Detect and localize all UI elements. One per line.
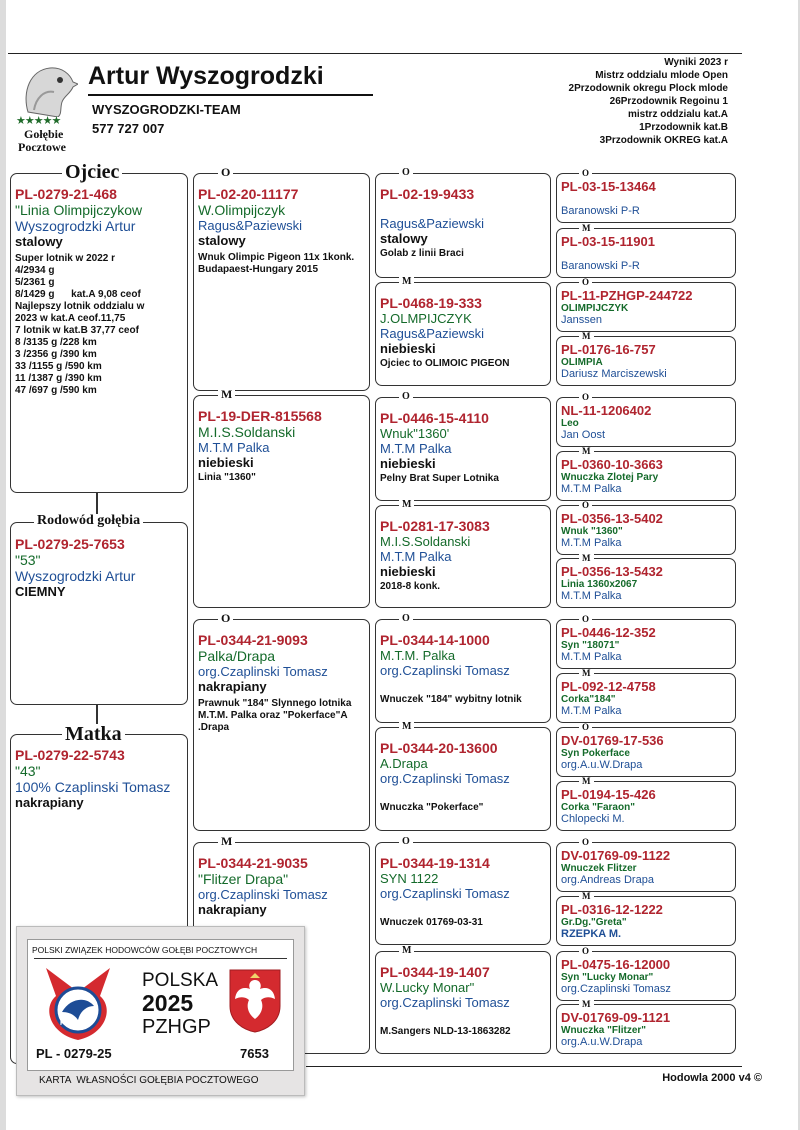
gen3-note: Pelny Brat Super Lotnika (380, 473, 499, 484)
gen2-card (193, 173, 370, 391)
gen2-breeder: Ragus&Paziewski (198, 218, 303, 233)
father-breeder: Wyszogrodzki Artur (15, 218, 136, 234)
results-line: Mistrz oddzialu mlode Open (595, 70, 728, 81)
father-note-line: 2023 w kat.A ceof.11,75 (15, 313, 126, 324)
gen3-breeder: org.Czaplinski Tomasz (380, 995, 510, 1010)
gen4-ring-number: PL-0360-10-3663 (561, 457, 663, 472)
gen4-breeder: Jan Oost (561, 429, 606, 441)
gen4-tag: O (579, 723, 592, 732)
gen4-card (556, 842, 736, 892)
gen2-ring-number: PL-0344-21-9093 (198, 632, 308, 648)
gen3-name: Wnuk"1360' (380, 426, 450, 441)
father-note-line: 11 /1387 g /390 km (15, 373, 102, 384)
gen3-tag: M (399, 277, 414, 287)
gen4-card (556, 282, 736, 332)
gen3-tag: O (399, 837, 413, 847)
results-line: 2Przodownik okregu Plock mlode (568, 83, 728, 94)
card-logo-text: PZHGP (60, 1020, 85, 1027)
logo-text-2: Pocztowe (18, 140, 66, 154)
mother-breeder: 100% Czaplinski Tomasz (15, 779, 171, 795)
gen4-name: Corka "Faraon" (561, 802, 635, 813)
gen4-card (556, 336, 736, 386)
phone-number: 577 727 007 (92, 121, 165, 136)
gen3-tag: M (399, 722, 414, 732)
gen3-note: M.Sangers NLD-13-1863282 (380, 1026, 511, 1037)
gen4-tag: M (579, 777, 594, 786)
gen4-name: Wnuczka "Flitzer" (561, 1025, 647, 1036)
gen4-name: Wnuczek Flitzer (561, 863, 637, 874)
gen2-breeder: org.Czaplinski Tomasz (198, 887, 328, 902)
card-inner (27, 939, 294, 1071)
father-note-line: Super lotnik w 2022 r (15, 253, 116, 264)
gen4-breeder: Baranowski P-R (561, 205, 640, 217)
logo-stars: ★★★★★ (16, 115, 61, 127)
gen4-card (556, 673, 736, 723)
gen2-color: niebieski (198, 455, 254, 470)
gen2-tag: O (218, 166, 233, 178)
father-card (10, 173, 188, 493)
father-note-line: 7 lotnik w kat.B 37,77 ceof (15, 325, 139, 336)
results-line: 3Przodownik OKREG kat.A (599, 135, 728, 146)
gen3-card (375, 173, 551, 278)
gen4-name: OLIMPIJCZYK (561, 303, 629, 314)
gen4-tag: O (579, 393, 592, 402)
gen4-name: Syn Pokerface (561, 748, 630, 759)
gen2-card (193, 619, 370, 831)
gen2-name: "Flitzer Drapa" (198, 871, 289, 887)
gen2-color: nakrapiany (198, 679, 267, 694)
card-ring-right: 7653 (240, 1046, 269, 1061)
gen4-breeder: org.Andreas Drapa (561, 874, 654, 886)
gen3-ring-number: PL-0344-20-13600 (380, 740, 498, 756)
gen4-card (556, 896, 736, 946)
gen2-breeder: M.T.M Palka (198, 440, 270, 455)
gen3-name: W.Lucky Monar" (380, 980, 475, 995)
mother-ring-number: PL-0279-22-5743 (15, 747, 125, 763)
subject-name: "53" (15, 552, 41, 568)
gen3-ring-number: PL-0344-14-1000 (380, 632, 490, 648)
gen4-ring-number: DV-01769-17-536 (561, 733, 664, 748)
father-notes (15, 253, 183, 397)
gen3-ring-number: PL-0468-19-333 (380, 295, 482, 311)
polish-eagle-icon (226, 966, 284, 1034)
gen4-name: Wnuk "1360" (561, 526, 623, 537)
gen2-name: Palka/Drapa (198, 648, 276, 664)
father-note-line: Najlepszy lotnik oddzialu w (15, 301, 145, 312)
gen3-card (375, 505, 551, 608)
gen4-tag: M (579, 554, 594, 563)
gen3-breeder: Ragus&Paziewski (380, 216, 485, 231)
gen4-card (556, 228, 736, 278)
gen4-breeder: M.T.M Palka (561, 651, 622, 663)
gen3-color: niebieski (380, 564, 436, 579)
gen3-card (375, 842, 551, 945)
gen4-card (556, 558, 736, 608)
gen4-tag: M (579, 892, 594, 901)
father-note-line: 5/2361 g (15, 277, 55, 288)
header-top-rule (8, 53, 742, 54)
gen4-tag: M (579, 447, 594, 456)
gen4-card (556, 619, 736, 669)
gen3-color: niebieski (380, 456, 436, 471)
gen4-tag: M (579, 332, 594, 341)
gen4-ring-number: PL-0356-13-5432 (561, 564, 663, 579)
gen4-breeder: Dariusz Marciszewski (561, 368, 667, 380)
gen4-ring-number: PL-0475-16-12000 (561, 957, 671, 972)
subject-breeder: Wyszogrodzki Artur (15, 568, 136, 584)
gen4-ring-number: DV-01769-09-1122 (561, 848, 671, 863)
gen4-ring-number: PL-03-15-13464 (561, 179, 656, 194)
gen4-tag: O (579, 947, 592, 956)
gen3-note: Wnuczek 01769-03-31 (380, 917, 483, 928)
gen3-breeder: org.Czaplinski Tomasz (380, 886, 510, 901)
gen4-breeder: RZEPKA M. (561, 928, 622, 940)
gen3-breeder: org.Czaplinski Tomasz (380, 663, 510, 678)
father-note-line: 33 /1155 g /590 km (15, 361, 102, 372)
results-line: 26Przodownik Regoinu 1 (609, 96, 728, 107)
results-line: Wyniki 2023 r (664, 57, 728, 68)
gen3-name: SYN 1122 (380, 871, 439, 886)
gen3-breeder: M.T.M Palka (380, 441, 452, 456)
gen4-card (556, 781, 736, 831)
gen4-breeder: org.A.u.W.Drapa (561, 1036, 643, 1048)
gen4-ring-number: PL-0316-12-1222 (561, 902, 663, 917)
gen4-tag: M (579, 224, 594, 233)
logo-text-1: Gołębie (24, 127, 64, 141)
gen3-note: Wnuczka "Pokerface" (380, 802, 484, 813)
software-credit: Hodowla 2000 v4 © (662, 1072, 762, 1084)
gen3-tag: O (399, 392, 413, 402)
pigeon-head-icon (18, 62, 78, 117)
father-note-line: 47 /697 g /590 km (15, 385, 97, 396)
ownership-card (16, 926, 305, 1096)
gen3-note: Ojciec to OLIMOIC PIGEON (380, 358, 510, 369)
gen2-breeder: org.Czaplinski Tomasz (198, 664, 328, 679)
gen3-card (375, 951, 551, 1054)
gen4-card (556, 951, 736, 1001)
gen2-color: stalowy (198, 233, 246, 248)
gen4-name: Wnuczka Zlotej Pary (561, 472, 659, 483)
gen4-card (556, 173, 736, 223)
gen3-ring-number: PL-0344-19-1407 (380, 964, 490, 980)
gen4-tag: O (579, 169, 592, 178)
gen4-name (561, 194, 731, 205)
gen3-tag: M (399, 946, 414, 956)
gen3-name: J.OLMPIJCZYK (380, 311, 472, 326)
subject-label: Rodowód gołębia (34, 514, 143, 528)
gen3-tag: M (399, 500, 414, 510)
gen3-name: A.Drapa (380, 756, 428, 771)
gen4-breeder: org.A.u.W.Drapa (561, 759, 643, 771)
gen3-ring-number: PL-02-19-9433 (380, 186, 475, 202)
gen4-tag: O (579, 501, 592, 510)
gen4-tag: O (579, 278, 592, 287)
card-footer: KARTA WŁASNOŚCI GOŁĘBIA POCZTOWEGO (39, 1075, 259, 1086)
gen2-ring-number: PL-0344-21-9035 (198, 855, 308, 871)
gen4-ring-number: PL-0176-16-757 (561, 342, 656, 357)
gen4-ring-number: PL-0446-12-352 (561, 625, 656, 640)
pedigree-page (6, 0, 798, 1130)
pzhgp-logo-icon (36, 962, 120, 1046)
gen4-ring-number: PL-03-15-11901 (561, 234, 655, 249)
father-note-line: 3 /2356 g /390 km (15, 349, 97, 360)
gen3-note: 2018-8 konk. (380, 581, 441, 592)
gen2-tag: M (218, 835, 235, 847)
gen4-tag: O (579, 615, 592, 624)
gen4-tag: O (579, 838, 592, 847)
gen4-breeder: M.T.M Palka (561, 483, 622, 495)
gen4-tag: M (579, 669, 594, 678)
gen3-color: niebieski (380, 341, 436, 356)
subject-ring-number: PL-0279-25-7653 (15, 536, 125, 552)
gen4-card (556, 451, 736, 501)
gen4-name: Syn "18071" (561, 640, 620, 651)
gen4-card (556, 505, 736, 555)
gen3-note: Wnuczek "184" wybitny lotnik (380, 694, 522, 705)
gen2-name: W.Olimpijczyk (198, 202, 286, 218)
gen3-card (375, 397, 551, 501)
results-line: 1Przodownik kat.B (639, 122, 728, 133)
gen3-tag: O (399, 614, 413, 624)
gen4-breeder: M.T.M Palka (561, 705, 622, 717)
gen3-breeder: Ragus&Paziewski (380, 326, 485, 341)
card-title-3: PZHGP (142, 1016, 211, 1038)
footer-rule (306, 1066, 742, 1067)
gen3-name: M.I.S.Soldanski (380, 534, 471, 549)
father-note-line: 4/2934 g (15, 265, 55, 276)
gen4-card (556, 1004, 736, 1054)
father-label: Ojciec (62, 162, 122, 182)
gen4-card (556, 727, 736, 777)
gen3-note: Golab z linii Braci (380, 248, 464, 259)
mother-label: Matka (62, 724, 125, 744)
gen4-breeder: Chlopecki M. (561, 813, 625, 825)
gen4-ring-number: DV-01769-09-1121 (561, 1010, 671, 1025)
father-name: "Linia Olimpijczykow (15, 202, 143, 218)
gen2-color: nakrapiany (198, 902, 267, 917)
gen3-name: M.T.M. Palka (380, 648, 456, 663)
owner-name: Artur Wyszogrodzki (88, 62, 324, 90)
father-color: stalowy (15, 234, 63, 249)
card-ring-left: PL - 0279-25 (36, 1046, 112, 1061)
gen4-name: Leo (561, 418, 579, 429)
gen3-breeder: org.Czaplinski Tomasz (380, 771, 510, 786)
gen4-name: Corka"184" (561, 694, 616, 705)
gen2-tag: O (218, 612, 233, 624)
gen3-card (375, 619, 551, 723)
gen2-note: Wnuk Olimpic Pigeon 11x 1konk. Budapaest-Hungary 2015 (198, 252, 355, 275)
gen4-name: Gr.Dg."Greta" (561, 917, 627, 928)
gen2-tag: M (218, 388, 235, 400)
gen3-ring-number: PL-0344-19-1314 (380, 855, 490, 871)
gen4-ring-number: PL-0194-15-426 (561, 787, 656, 802)
owner-underline (88, 94, 373, 96)
gen4-breeder: M.T.M Palka (561, 537, 622, 549)
subject-card (10, 522, 188, 705)
gen4-ring-number: PL-092-12-4758 (561, 679, 656, 694)
gen4-name: Linia 1360x2067 (561, 579, 638, 590)
gen4-breeder: M.T.M Palka (561, 590, 622, 602)
mother-name: "43" (15, 763, 41, 779)
gen3-card (375, 282, 551, 386)
gen3-ring-number: PL-0446-15-4110 (380, 410, 489, 426)
gen4-tag: M (579, 1000, 594, 1009)
results-block (569, 56, 728, 147)
gen2-note: Linia "1360" (198, 472, 256, 483)
gen2-note: Prawnuk "184" Slynnego lotnika M.T.M. Palka oraz "Pokerface"A .Drapa (198, 698, 352, 733)
card-header: POLSKI ZWIĄZEK HODOWCÓW GOŁĘBI POCZTOWYCH (32, 945, 258, 955)
father-note-line: 8 /3135 g /228 km (15, 337, 97, 348)
gen2-ring-number: PL-02-20-11177 (198, 186, 299, 202)
gen4-breeder: Janssen (561, 314, 602, 326)
gen2-name: M.I.S.Soldanski (198, 424, 296, 440)
gen4-card (556, 397, 736, 447)
card-header-rule (34, 958, 287, 959)
gen4-ring-number: PL-11-PZHGP-244722 (561, 288, 693, 303)
team-name: WYSZOGRODZKI-TEAM (92, 102, 241, 117)
subject-color: CIEMNY (15, 584, 66, 599)
bird-logo (12, 62, 84, 154)
gen4-name: OLIMPIA (561, 357, 603, 368)
gen2-ring-number: PL-19-DER-815568 (198, 408, 322, 424)
gen3-tag: O (399, 168, 413, 178)
gen3-ring-number: PL-0281-17-3083 (380, 518, 490, 534)
gen4-ring-number: NL-11-1206402 (561, 403, 652, 418)
gen4-breeder: org.Czaplinski Tomasz (561, 983, 671, 995)
father-ring-number: PL-0279-21-468 (15, 186, 117, 202)
mother-color: nakrapiany (15, 795, 84, 810)
gen3-card (375, 727, 551, 831)
gen4-ring-number: PL-0356-13-5402 (561, 511, 663, 526)
father-note-line: 8/1429 g kat.A 9,08 ceof (15, 289, 141, 300)
gen2-card (193, 395, 370, 608)
results-line: mistrz oddzialu kat.A (627, 109, 728, 120)
gen4-name (561, 249, 731, 260)
gen3-color: stalowy (380, 231, 428, 246)
gen4-name: Syn "Lucky Monar" (561, 972, 654, 983)
gen3-breeder: M.T.M Palka (380, 549, 452, 564)
card-title-2: 2025 (142, 990, 194, 1016)
card-title-1: POLSKA (142, 970, 219, 991)
gen4-breeder: Baranowski P-R (561, 260, 640, 272)
